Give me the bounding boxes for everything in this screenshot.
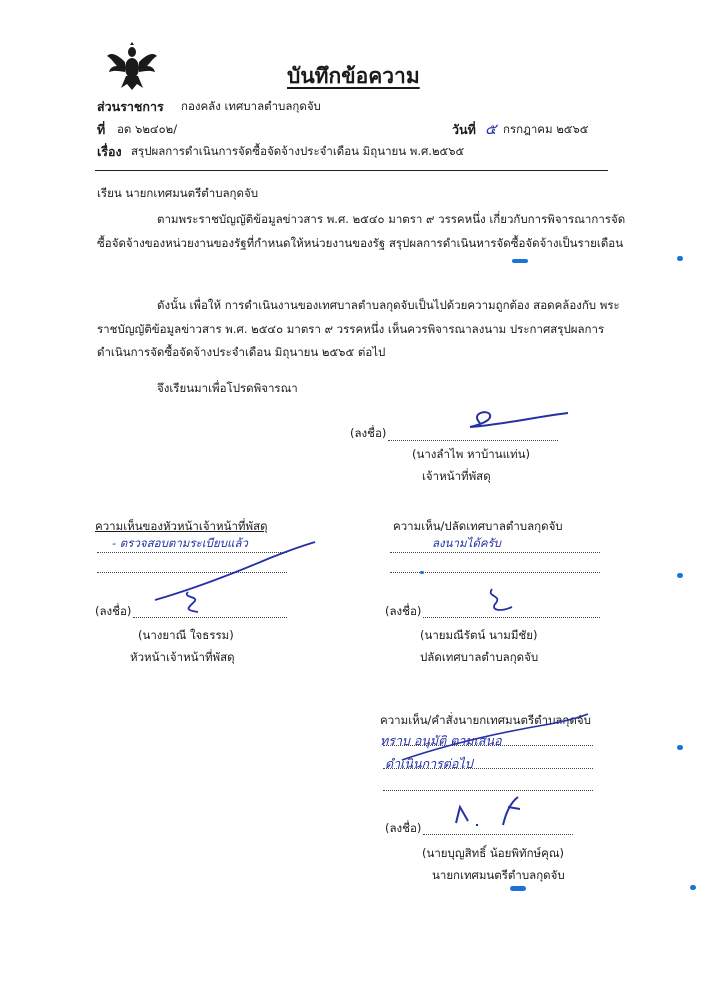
order-handwriting-1: ทราบ อนุมัติ ตามเสนอ bbox=[380, 733, 502, 748]
order-handwriting-2: ดำเนินการต่อไป bbox=[385, 756, 473, 771]
opinion-right-line-1 bbox=[390, 552, 600, 553]
opinion-right-position: ปลัดเทศบาลตำบลกุดจับ bbox=[420, 650, 539, 664]
paragraph-1-text: ตามพระราชบัญญัติข้อมูลข่าวสาร พ.ศ. ๒๕๔๐ มาตรา ๙ วรรคหนึ่ง เกี่ยวกับการพิจารณาการจัดซื้อจัดจ้างของหน่วยงานของรัฐที่กำหนดให้หน่วยงานของรัฐ สรุปผลการดำเนินหารจัดซื้อจัดจ้างเป็นรายเดือน bbox=[97, 212, 626, 250]
scan-speck bbox=[510, 886, 526, 891]
opinion-right-handwriting: ลงนามได้ครับ bbox=[432, 536, 501, 550]
order-stroke bbox=[400, 712, 590, 767]
order-line-2 bbox=[383, 768, 593, 769]
order-line-3 bbox=[383, 790, 593, 791]
ref-value: อด ๖๒๔๐๒/ bbox=[117, 122, 178, 136]
signature-left bbox=[178, 588, 208, 616]
scan-speck bbox=[420, 571, 424, 574]
ref-label: ที่ bbox=[97, 122, 106, 137]
salutation: เรียน นายกเทศมนตรีตำบลกุดจับ bbox=[97, 186, 259, 200]
opinion-right-heading: ความเห็น/ปลัดเทศบาลตำบลกุดจับ bbox=[393, 519, 563, 533]
sign-label-left: (ลงชื่อ) bbox=[95, 604, 132, 618]
garuda-emblem bbox=[105, 42, 159, 92]
signature-order bbox=[448, 793, 548, 833]
date-day: ๕ bbox=[485, 120, 497, 138]
sign-line-right bbox=[423, 617, 600, 618]
scan-speck bbox=[512, 259, 528, 263]
paragraph-1 bbox=[97, 208, 632, 255]
date-month-year: กรกฎาคม ๒๕๖๕ bbox=[503, 122, 589, 136]
signer-main-position: เจ้าหน้าที่พัสดุ bbox=[422, 469, 491, 483]
scan-speck bbox=[690, 885, 696, 890]
opinion-left-heading: ความเห็นของหัวหน้าเจ้าหน้าที่พัสดุ bbox=[95, 519, 268, 533]
sign-label-order: (ลงชื่อ) bbox=[385, 821, 422, 835]
opinion-left-name: (นางยาณี ใจธรรม) bbox=[138, 628, 234, 642]
scan-speck bbox=[677, 256, 683, 261]
order-name: (นายบุญสิทธิ์ น้อยพิทักษ์คุณ) bbox=[422, 846, 564, 860]
header-divider bbox=[95, 170, 608, 171]
sign-line-order bbox=[423, 834, 573, 835]
paragraph-2 bbox=[97, 294, 632, 365]
sign-label-right: (ลงชื่อ) bbox=[385, 604, 422, 618]
opinion-right-name: (นายมณีรัตน์ นามมีชัย) bbox=[420, 628, 538, 642]
paragraph-2-text: ดังนั้น เพื่อให้ การดำเนินงานของเทศบาลตำบลกุดจับเป็นไปด้วยความถูกต้อง สอดคล้องกับ พระราชบัญญัติข้อมูลข่าวสาร พ.ศ. ๒๕๔๐ มาตรา ๙ วรรคหนึ่ง เห็นควรพิจารณาลงนาม ประกาศสรุปผลการดำเนินการจัดซื้อจัดจ้างประจำเดือน มิถุนายน ๒๕๖๕ ต่อไป bbox=[97, 298, 620, 359]
memo-title: บันทึกข้อความ bbox=[287, 64, 420, 88]
sign-line-main bbox=[388, 440, 558, 441]
agency-value: กองคลัง เทศบาลตำบลกุดจับ bbox=[181, 99, 321, 113]
opinion-left-position: หัวหน้าเจ้าหน้าที่พัสดุ bbox=[130, 650, 235, 664]
order-position: นายกเทศมนตรีตำบลกุดจับ bbox=[432, 868, 565, 882]
signature-main bbox=[440, 405, 570, 435]
scan-speck bbox=[677, 745, 683, 750]
opinion-left-handwriting: - ตรวจสอบตามระเบียบแล้ว bbox=[112, 536, 248, 550]
signature-right bbox=[478, 585, 518, 617]
agency-label: ส่วนราชการ bbox=[97, 99, 164, 114]
signer-main-name: (นางลำไพ หาบ้านแท่น) bbox=[412, 447, 530, 461]
date-label: วันที่ bbox=[452, 122, 476, 137]
opinion-left-stroke bbox=[150, 540, 320, 610]
sign-label-main: (ลงชื่อ) bbox=[350, 426, 387, 440]
order-heading: ความเห็น/คำสั่งนายกเทศมนตรีตำบลกุดจับ bbox=[380, 713, 591, 727]
scan-speck bbox=[677, 573, 683, 578]
closing-line: จึงเรียนมาเพื่อโปรดพิจารณา bbox=[157, 381, 298, 395]
subject-label: เรื่อง bbox=[97, 144, 122, 159]
subject-value: สรุปผลการดำเนินการจัดซื้อจัดจ้างประจำเดือน มิถุนายน พ.ศ.๒๕๖๕ bbox=[131, 144, 465, 158]
sign-line-left bbox=[133, 617, 287, 618]
